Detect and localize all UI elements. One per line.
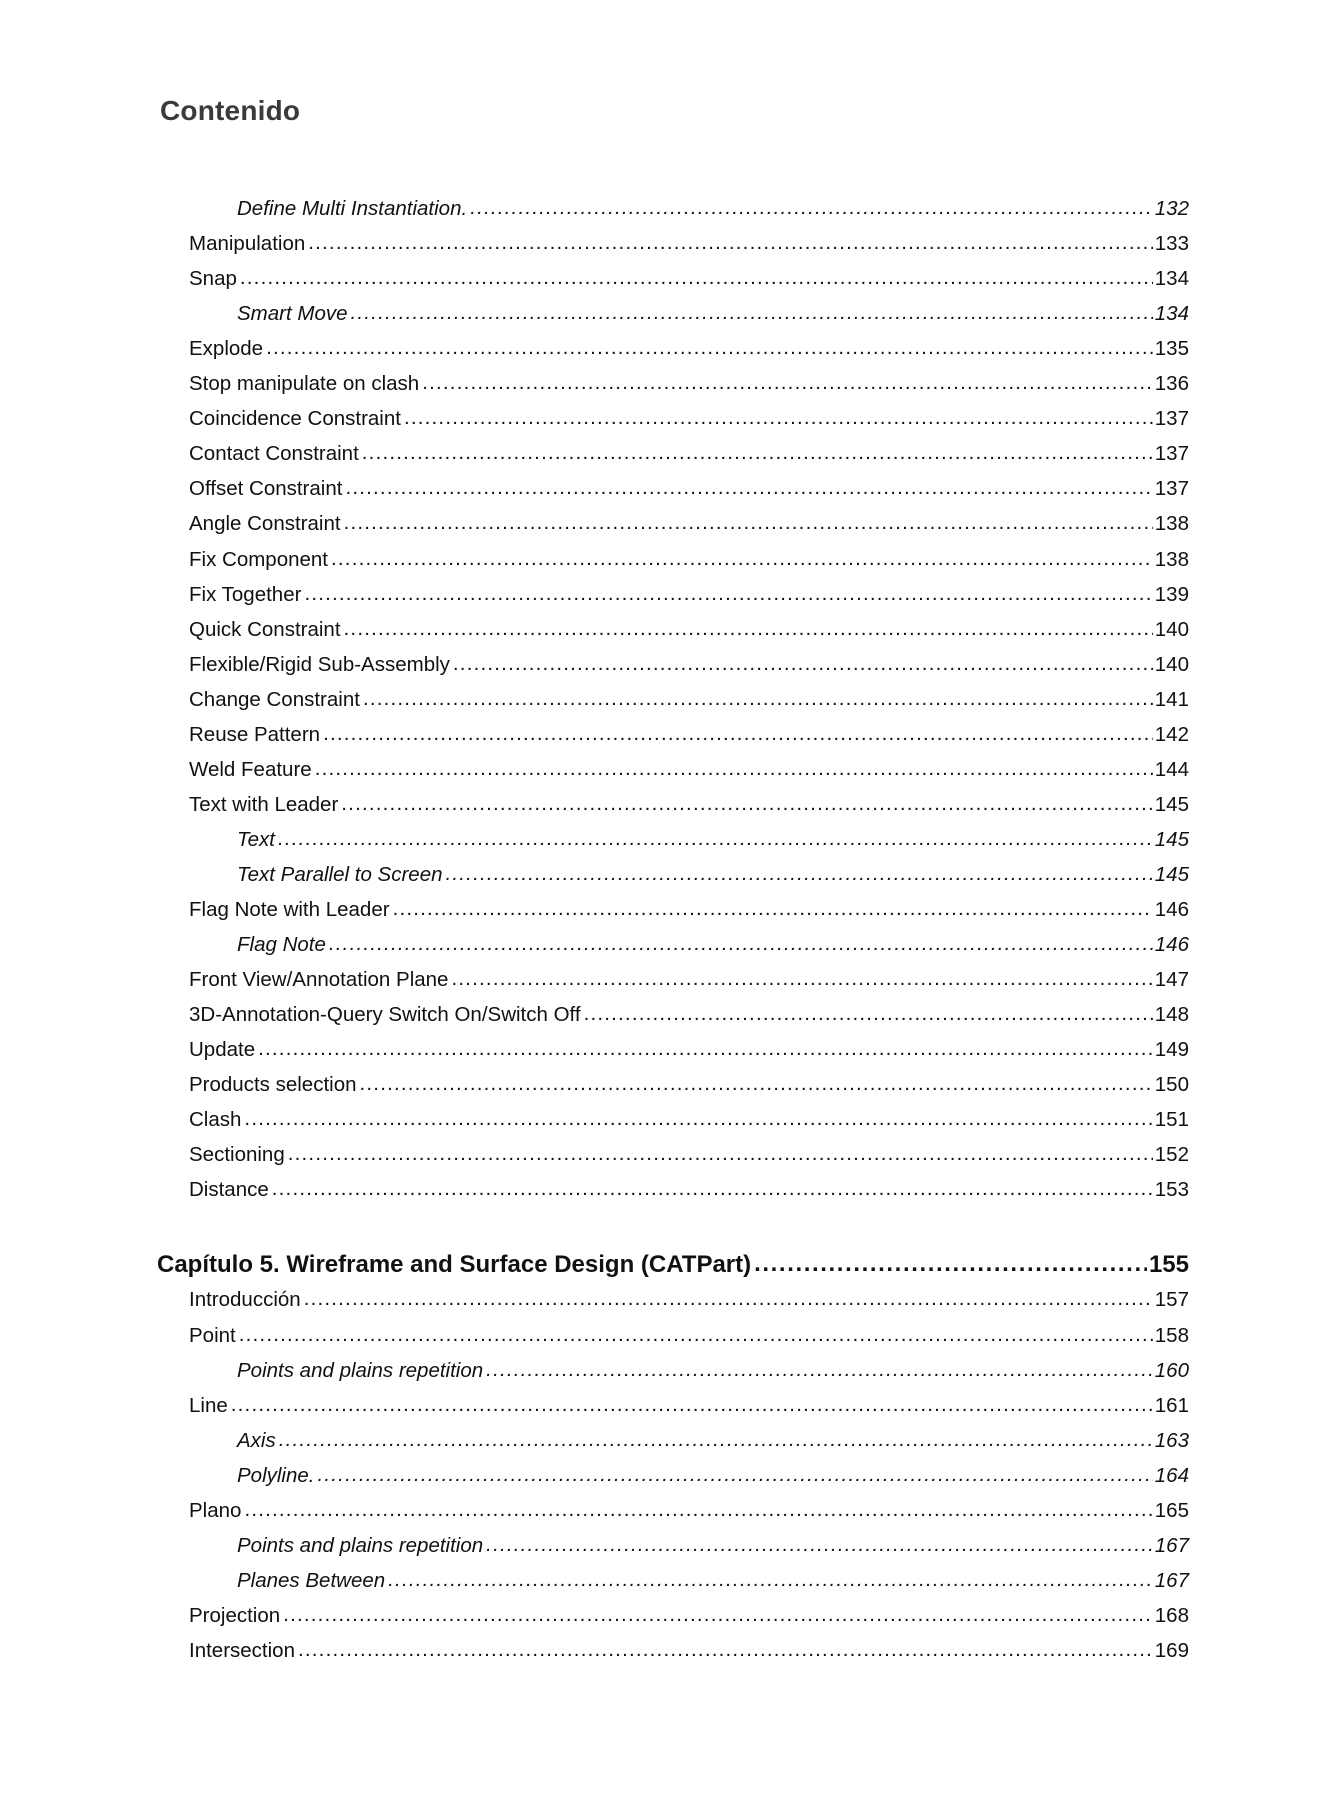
toc-entry-label: Polyline. <box>237 1464 315 1487</box>
toc-entry-page-number: 133 <box>1154 232 1189 255</box>
toc-entry-label: Offset Constraint <box>189 477 343 500</box>
toc-entry-label: Flag Note with Leader <box>189 898 390 921</box>
toc-entry-label: Flag Note <box>237 933 326 956</box>
toc-entry[interactable] <box>189 1498 1189 1524</box>
toc-entry-label: Sectioning <box>189 1143 285 1166</box>
toc-entry[interactable] <box>237 1358 1189 1384</box>
toc-entry[interactable] <box>189 617 1189 643</box>
toc-entry-label: Plano <box>189 1499 242 1522</box>
dot-leader <box>283 1602 1153 1628</box>
toc-entry-page-number: 149 <box>1154 1038 1189 1061</box>
toc-entry-label: Introducción <box>189 1288 301 1311</box>
dot-leader <box>288 1141 1153 1167</box>
toc-entry-label: Intersection <box>189 1639 295 1662</box>
dot-leader <box>272 1176 1153 1202</box>
dot-leader <box>308 230 1153 256</box>
toc-entry-page-number: 152 <box>1154 1143 1189 1166</box>
toc-entry-label: Points and plains repetition <box>237 1359 484 1382</box>
toc-entry[interactable] <box>189 1002 1189 1028</box>
dot-leader <box>315 756 1153 782</box>
toc-entry[interactable] <box>189 1603 1189 1629</box>
toc-entry-page-number: 147 <box>1154 968 1189 991</box>
toc-entry-page-number: 140 <box>1154 653 1189 676</box>
toc-entry-label: Planes Between <box>237 1569 386 1592</box>
toc-entry[interactable] <box>237 1568 1189 1594</box>
dot-leader <box>470 195 1153 221</box>
dot-leader <box>404 405 1153 431</box>
toc-entry[interactable] <box>189 967 1189 993</box>
dot-leader <box>258 1036 1153 1062</box>
toc-entry[interactable] <box>189 897 1189 923</box>
toc-entry[interactable] <box>189 1638 1189 1664</box>
dot-leader <box>584 1001 1153 1027</box>
dot-leader <box>244 1106 1152 1132</box>
toc-entry[interactable] <box>237 196 1189 222</box>
toc-entry-page-number: 137 <box>1154 477 1189 500</box>
toc-entry[interactable] <box>189 1142 1189 1168</box>
toc-entry[interactable] <box>189 476 1189 502</box>
dot-leader <box>754 1249 1147 1279</box>
dot-leader <box>240 265 1153 291</box>
toc-entry[interactable] <box>189 722 1189 748</box>
dot-leader <box>446 861 1153 887</box>
toc-entry-label: Smart Move <box>237 302 348 325</box>
dot-leader <box>344 616 1153 642</box>
toc-entry-label: Text <box>237 828 275 851</box>
toc-entry-page-number: 142 <box>1154 723 1189 746</box>
toc-entry-page-number: 160 <box>1154 1359 1189 1382</box>
toc-entry-page-number: 161 <box>1154 1394 1189 1417</box>
toc-entry[interactable] <box>189 687 1189 713</box>
toc-entry[interactable] <box>189 792 1189 818</box>
toc-entry-label: Explode <box>189 337 264 360</box>
toc-entry[interactable] <box>237 827 1189 853</box>
toc-entry-label: Flexible/Rigid Sub-Assembly <box>189 653 450 676</box>
toc-entry-page-number: 136 <box>1154 372 1189 395</box>
toc-entry-page-number: 164 <box>1154 1464 1189 1487</box>
toc-entry[interactable] <box>189 1037 1189 1063</box>
toc-entry-label: Products selection <box>189 1073 357 1096</box>
toc-entry[interactable] <box>189 757 1189 783</box>
dot-leader <box>360 1071 1153 1097</box>
toc-entry[interactable] <box>189 406 1189 432</box>
toc-entry-label: Stop manipulate on clash <box>189 372 420 395</box>
toc-entry[interactable] <box>189 1287 1189 1313</box>
toc-entry[interactable] <box>189 231 1189 257</box>
toc-entry-page-number: 153 <box>1154 1178 1189 1201</box>
toc-entry-page-number: 167 <box>1154 1569 1189 1592</box>
dot-leader <box>486 1357 1153 1383</box>
dot-leader <box>345 475 1152 501</box>
toc-entry[interactable] <box>237 301 1189 327</box>
toc-entry[interactable] <box>237 862 1189 888</box>
toc-entry-page-number: 135 <box>1154 337 1189 360</box>
toc-entry-label: Quick Constraint <box>189 618 341 641</box>
dot-leader <box>486 1532 1153 1558</box>
dot-leader <box>239 1322 1153 1348</box>
dot-leader <box>323 721 1153 747</box>
toc-entry-page-number: 138 <box>1154 512 1189 535</box>
toc-entry-page-number: 157 <box>1154 1288 1189 1311</box>
toc-entry-label: Points and plains repetition <box>237 1534 484 1557</box>
toc-entry-page-number: 141 <box>1154 688 1189 711</box>
toc-entry-label: Front View/Annotation Plane <box>189 968 449 991</box>
toc-entry-label: Clash <box>189 1108 242 1131</box>
toc-entry-page-number: 137 <box>1154 442 1189 465</box>
toc-entry-page-number: 134 <box>1154 302 1189 325</box>
toc-entry-label: Fix Component <box>189 548 329 571</box>
toc-entry-page-number: 169 <box>1154 1639 1189 1662</box>
toc-entry-label: Manipulation <box>189 232 306 255</box>
toc-entry-page-number: 167 <box>1154 1534 1189 1557</box>
toc-entry-page-number: 155 <box>1148 1251 1189 1278</box>
toc-entry[interactable] <box>189 1072 1189 1098</box>
toc-chapter-entry[interactable] <box>157 1250 1189 1280</box>
toc-entry[interactable] <box>189 1393 1189 1419</box>
toc-entry-page-number: 137 <box>1154 407 1189 430</box>
dot-leader <box>388 1567 1153 1593</box>
toc-entry-label: Angle Constraint <box>189 512 341 535</box>
dot-leader <box>453 651 1153 677</box>
dot-leader <box>363 686 1153 712</box>
toc-entry-label: Change Constraint <box>189 688 360 711</box>
toc-entry[interactable] <box>189 511 1189 537</box>
toc-entry-page-number: 148 <box>1154 1003 1189 1026</box>
toc-entry-label: Reuse Pattern <box>189 723 321 746</box>
toc-entry[interactable] <box>237 1463 1189 1489</box>
toc-entry-page-number: 145 <box>1154 828 1189 851</box>
dot-leader <box>393 896 1153 922</box>
dot-leader <box>304 1286 1153 1312</box>
toc-entry[interactable] <box>189 582 1189 608</box>
dot-leader <box>231 1392 1153 1418</box>
toc-entry[interactable] <box>189 441 1189 467</box>
toc-entry-page-number: 163 <box>1154 1429 1189 1452</box>
toc-entry-label: Text with Leader <box>189 793 339 816</box>
dot-leader <box>279 1427 1153 1453</box>
toc-entry[interactable] <box>189 547 1189 573</box>
toc-entry[interactable] <box>189 1323 1189 1349</box>
toc-entry-page-number: 132 <box>1154 197 1189 220</box>
toc-entry-label: Distance <box>189 1178 269 1201</box>
toc-entry-label: Update <box>189 1038 256 1061</box>
dot-leader <box>318 1462 1153 1488</box>
toc-entry[interactable] <box>189 652 1189 678</box>
dot-leader <box>278 826 1153 852</box>
toc-entry[interactable] <box>237 932 1189 958</box>
dot-leader <box>341 791 1153 817</box>
toc-entry-page-number: 151 <box>1154 1108 1189 1131</box>
toc-entry[interactable] <box>189 371 1189 397</box>
dot-leader <box>298 1637 1153 1663</box>
toc-entry-page-number: 139 <box>1154 583 1189 606</box>
toc-entry-page-number: 145 <box>1154 863 1189 886</box>
toc-entry[interactable] <box>189 336 1189 362</box>
toc-entry-label: Projection <box>189 1604 281 1627</box>
toc-entry-label: Define Multi Instantiation. <box>237 197 468 220</box>
toc-entry-label: Fix Together <box>189 583 302 606</box>
toc-entry-page-number: 146 <box>1154 898 1189 921</box>
toc-entry-label: Snap <box>189 267 237 290</box>
toc-entry-label: Text Parallel to Screen <box>237 863 443 886</box>
toc-entry[interactable] <box>237 1428 1189 1454</box>
toc-entry-label: Coincidence Constraint <box>189 407 401 430</box>
toc-entry-page-number: 140 <box>1154 618 1189 641</box>
toc-entry[interactable] <box>189 1107 1189 1133</box>
toc-entry-label: Line <box>189 1394 228 1417</box>
page-title: Contenido <box>160 95 301 126</box>
toc-entry-page-number: 150 <box>1154 1073 1189 1096</box>
dot-leader <box>362 440 1153 466</box>
toc-entry[interactable] <box>189 266 1189 292</box>
toc-entry-label: Contact Constraint <box>189 442 359 465</box>
dot-leader <box>266 335 1153 361</box>
toc-entry-label: 3D-Annotation-Query Switch On/Switch Off <box>189 1003 581 1026</box>
toc-entry-page-number: 158 <box>1154 1324 1189 1347</box>
toc-entry-label: Weld Feature <box>189 758 312 781</box>
dot-leader <box>344 510 1153 536</box>
toc-entry-page-number: 146 <box>1154 933 1189 956</box>
toc-entry-page-number: 168 <box>1154 1604 1189 1627</box>
dot-leader <box>244 1497 1152 1523</box>
toc-entry-label: Point <box>189 1324 236 1347</box>
toc-entry-page-number: 134 <box>1154 267 1189 290</box>
toc-entry-page-number: 145 <box>1154 793 1189 816</box>
toc-entry-label: Axis <box>237 1429 276 1452</box>
dot-leader <box>331 546 1153 572</box>
dot-leader <box>451 966 1152 992</box>
dot-leader <box>329 931 1153 957</box>
dot-leader <box>351 300 1153 326</box>
toc-entry-page-number: 144 <box>1154 758 1189 781</box>
toc-entry[interactable] <box>189 1177 1189 1203</box>
toc-entry[interactable] <box>237 1533 1189 1559</box>
toc-entry-page-number: 165 <box>1154 1499 1189 1522</box>
toc-entry-page-number: 138 <box>1154 548 1189 571</box>
dot-leader <box>422 370 1153 396</box>
dot-leader <box>304 581 1152 607</box>
toc-entry-label: Capítulo 5. Wireframe and Surface Design (CATPart) <box>157 1251 752 1278</box>
